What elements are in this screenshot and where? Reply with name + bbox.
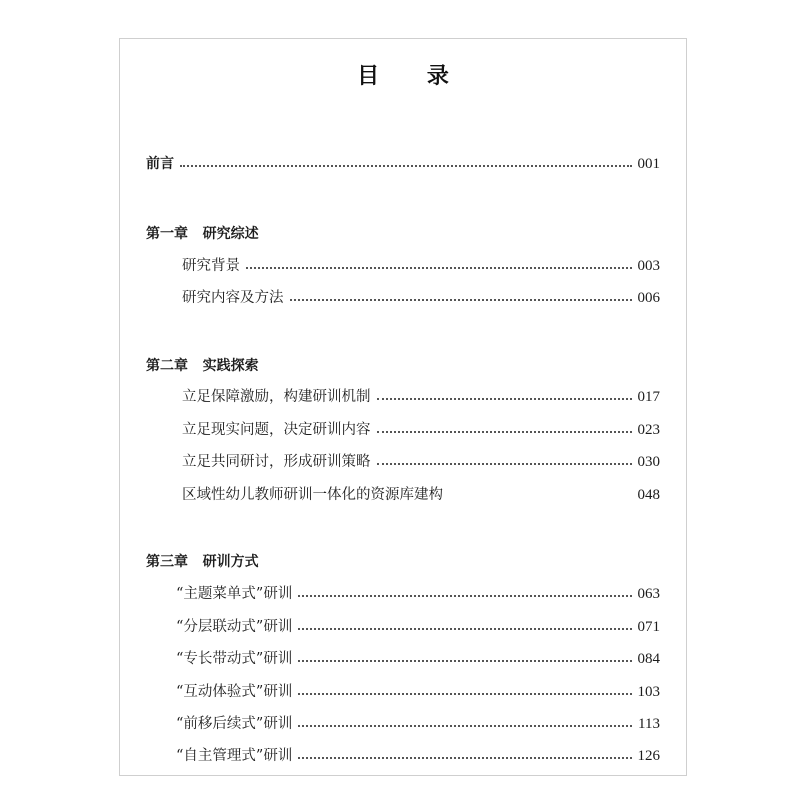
toc-entry [182,451,660,473]
toc-entry [182,255,660,277]
toc-entry [182,484,660,506]
dot-leader [180,165,632,167]
toc-entry-label: 立足现实问题，决定研训内容 [182,422,371,438]
toc-entry-label: 前言 [146,156,174,172]
toc-entry [182,287,660,309]
toc-entry [182,419,660,441]
dot-leader [298,595,631,597]
toc-entry-label: “分层联动式”研训 [176,619,293,635]
page-title: 目 录 [357,64,469,89]
chapter-heading: 第二章 实践探索 [146,358,259,374]
toc-page-number: 103 [637,684,660,700]
chapter-heading: 第一章 研究综述 [146,226,259,242]
toc-page-number: 023 [637,422,660,438]
dot-leader [377,431,632,433]
toc-entry-label: “自主管理式”研训 [176,748,293,764]
dot-leader [298,693,631,695]
toc-entry [176,616,660,638]
toc-page-number: 030 [637,454,660,470]
toc-page-number: 017 [637,389,660,405]
toc-entry-label: 研究内容及方法 [182,290,284,306]
dot-leader [246,267,632,269]
toc-entry-label: “前移后续式”研训 [176,716,293,732]
chapter-heading: 第三章 研训方式 [146,554,259,570]
dot-leader [377,463,632,465]
toc-page [119,38,687,776]
toc-entry [176,681,660,703]
dot-leader [290,299,632,301]
toc-page-number: 071 [637,619,660,635]
toc-entry-label: 研究背景 [182,258,240,274]
toc-entry-label: “专长带动式”研训 [176,651,293,667]
toc-page-number: 126 [637,748,660,764]
toc-page-number: 006 [637,290,660,306]
toc-entry-label: 区域性幼儿教师研训一体化的资源库建构 [182,487,443,503]
toc-page-number: 084 [637,651,660,667]
dot-leader [298,725,632,727]
toc-entry [176,745,660,767]
toc-entry [176,648,660,670]
toc-entry-label: 立足保障激励，构建研训机制 [182,389,371,405]
toc-entry [176,583,660,605]
dot-leader [298,628,631,630]
dot-leader [377,398,632,400]
dot-leader [298,660,631,662]
toc-entry [182,386,660,408]
toc-page-number: 063 [637,586,660,602]
toc-entry-label: 立足共同研讨，形成研训策略 [182,454,371,470]
toc-page-number: 048 [637,487,660,503]
dot-leader [298,757,631,759]
toc-page-number: 001 [637,156,660,172]
toc-entry-label: “互动体验式”研训 [176,684,293,700]
toc-page-number: 003 [637,258,660,274]
toc-entry [176,713,660,735]
toc-page-number: 113 [638,716,660,732]
toc-entry-label: “主题菜单式”研训 [176,586,293,602]
toc-entry-preface [146,153,660,175]
